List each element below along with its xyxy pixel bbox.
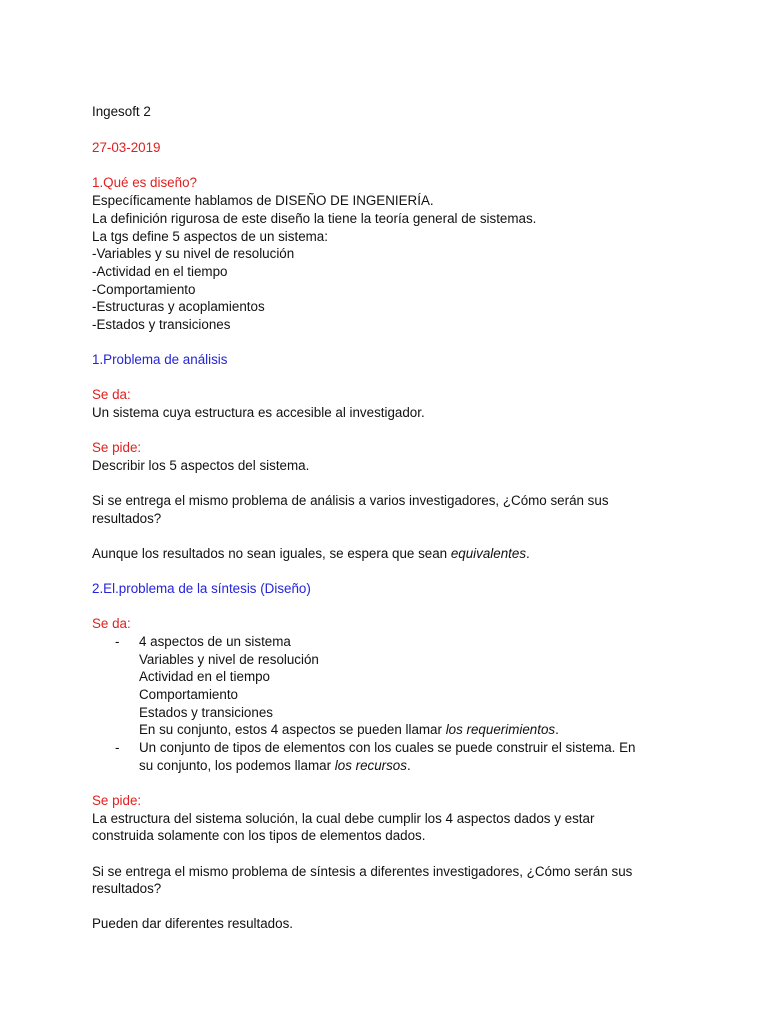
aspect-list-item: -Comportamiento bbox=[92, 282, 196, 297]
analysis-answer-text: Aunque los resultados no sean iguales, se espera que sean bbox=[92, 546, 451, 561]
bullet2-end: . bbox=[406, 758, 411, 773]
synthesis-answer: Pueden dar diferentes resultados. bbox=[92, 916, 293, 931]
bullet1-sub-item: Variables y nivel de resolución bbox=[139, 652, 319, 667]
analysis-question: resultados? bbox=[92, 511, 162, 526]
bullet1-sub-item: Estados y transiciones bbox=[139, 705, 273, 720]
bullet1-summary-end: . bbox=[555, 722, 559, 737]
synthesis-given-label: Se da: bbox=[92, 616, 131, 631]
bullet1-sub-item: Comportamiento bbox=[139, 687, 238, 702]
section1-line: Específicamente hablamos de DISEÑO DE INGENIERÍA. bbox=[92, 193, 434, 208]
bullet2-line bbox=[139, 757, 411, 775]
analysis-given-text: Un sistema cuya estructura es accesible al investigador. bbox=[92, 405, 425, 420]
synthesis-question: resultados? bbox=[92, 881, 162, 896]
bullet1-summary bbox=[139, 721, 559, 739]
bullet1-summary-text: En su conjunto, estos 4 aspectos se pueden llamar bbox=[139, 722, 446, 737]
analysis-asked-label: Se pide: bbox=[92, 440, 142, 455]
aspect-list-item: -Estados y transiciones bbox=[92, 317, 231, 332]
synthesis-question: Si se entrega el mismo problema de síntesis a diferentes investigadores, ¿Cómo serán sus bbox=[92, 864, 633, 879]
analysis-question: Si se entrega el mismo problema de análisis a varios investigadores, ¿Cómo serán sus bbox=[92, 493, 609, 508]
bullet2-text: su conjunto, los podemos llamar bbox=[139, 758, 335, 773]
section1-line: La tgs define 5 aspectos de un sistema: bbox=[92, 229, 328, 244]
analysis-heading: 1.Problema de análisis bbox=[92, 352, 228, 367]
analysis-answer-end: . bbox=[526, 546, 530, 561]
bullet-dash: - bbox=[115, 740, 120, 755]
analysis-asked-text: Describir los 5 aspectos del sistema. bbox=[92, 458, 310, 473]
section1-heading: 1.Qué es diseño? bbox=[92, 175, 197, 190]
bullet1-first: 4 aspectos de un sistema bbox=[139, 634, 291, 649]
synthesis-asked-text: La estructura del sistema solución, la cual debe cumplir los 4 aspectos dados y estar bbox=[92, 811, 595, 826]
analysis-answer-emphasis: equivalentes bbox=[450, 546, 527, 561]
bullet2-emphasis: los recursos bbox=[334, 758, 407, 773]
section1-line: La definición rigurosa de este diseño la tiene la teoría general de sistemas. bbox=[92, 211, 537, 226]
synthesis-asked-text: construida solamente con los tipos de elementos dados. bbox=[92, 828, 426, 843]
bullet1-summary-emphasis: los requerimientos bbox=[445, 722, 556, 737]
document-date: 27-03-2019 bbox=[92, 140, 161, 155]
analysis-answer bbox=[92, 545, 530, 563]
bullet-dash: - bbox=[115, 634, 120, 649]
bullet2-line: Un conjunto de tipos de elementos con los cuales se puede construir el sistema. En bbox=[139, 740, 636, 755]
bullet1-sub-item: Actividad en el tiempo bbox=[139, 669, 271, 684]
aspect-list-item: -Actividad en el tiempo bbox=[92, 264, 228, 279]
synthesis-heading: 2.El.problema de la síntesis (Diseño) bbox=[92, 581, 311, 596]
document-title: Ingesoft 2 bbox=[92, 104, 151, 119]
aspect-list-item: -Estructuras y acoplamientos bbox=[92, 299, 265, 314]
synthesis-asked-label: Se pide: bbox=[92, 793, 142, 808]
analysis-given-label: Se da: bbox=[92, 387, 131, 402]
aspect-list-item: -Variables y su nivel de resolución bbox=[92, 246, 295, 261]
